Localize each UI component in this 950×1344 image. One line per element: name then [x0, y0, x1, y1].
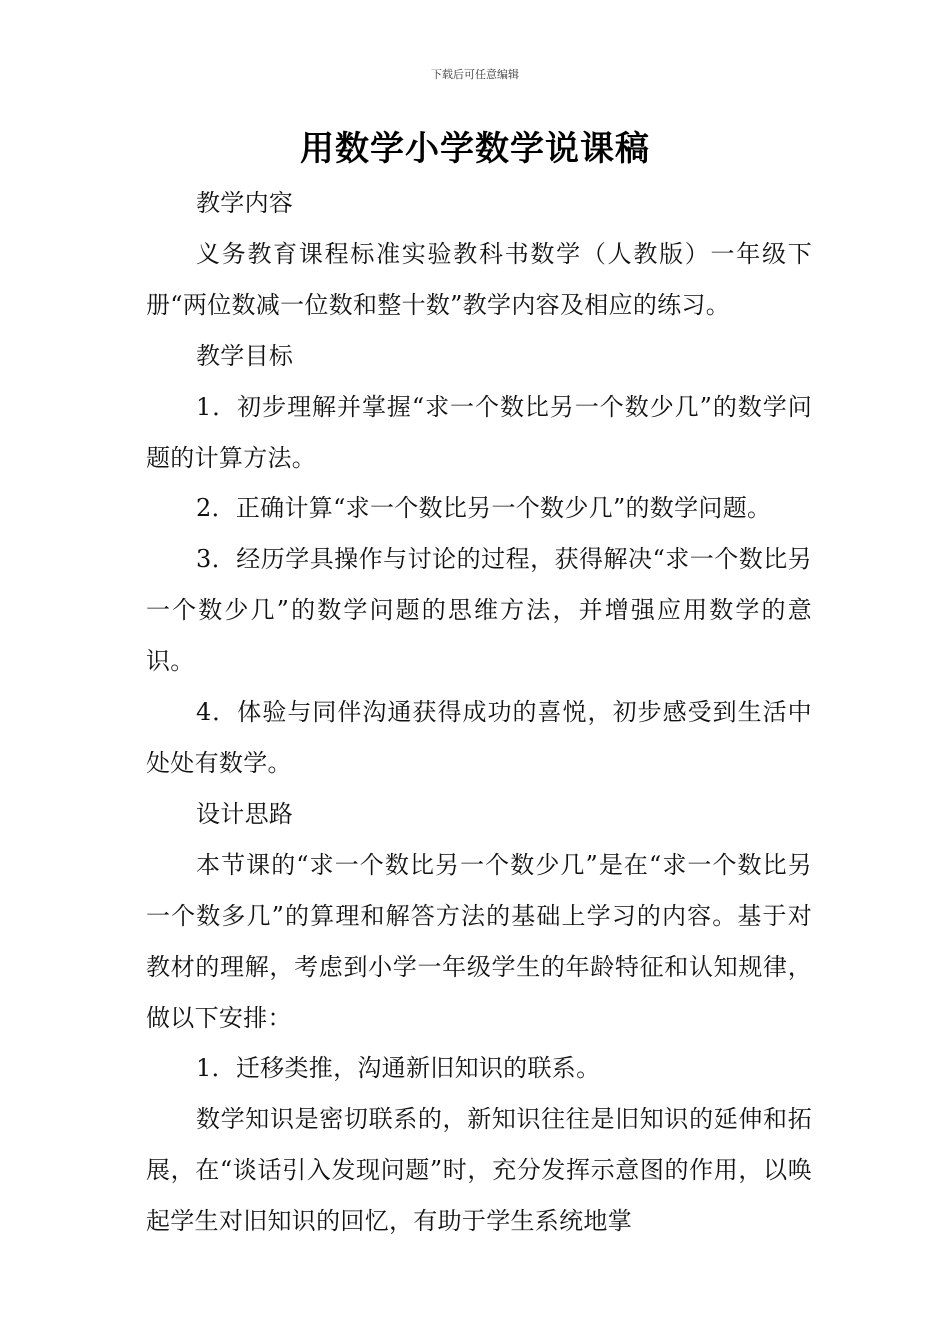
section-heading-content: 教学内容 [196, 189, 294, 217]
paragraph-knowledge: 数学知识是密切联系的，新知识往往是旧知识的延伸和拓展，在“谈话引入发现问题”时，充分发挥示意图的作用，以唤起学生对旧知识的回忆，有助于学生系统地掌 [146, 1105, 812, 1236]
design-item-1: 1．迁移类推，沟通新旧知识的联系。 [196, 1054, 601, 1083]
section-heading-goals: 教学目标 [196, 341, 294, 370]
header-note: 下载后可任意编辑 [431, 68, 519, 81]
goal-item-1: 1．初步理解并掌握“求一个数比另一个数少几”的数学问题的计算方法。 [146, 392, 812, 472]
document-title: 用数学小学数学说课稿 [300, 129, 650, 169]
goal-item-2: 2．正确计算“求一个数比另一个数少几”的数学问题。 [196, 494, 772, 523]
document-body [146, 178, 812, 1247]
paragraph-content: 义务教育课程标准实验教科书数学（人教版）一年级下册“两位数减一位数和整十数”教学内容及相应的练习。 [146, 239, 812, 319]
goal-item-4: 4．体验与同伴沟通获得成功的喜悦，初步感受到生活中处处有数学。 [146, 698, 812, 777]
goal-item-3: 3．经历学具操作与讨论的过程，获得解决“求一个数比另一个数少几”的数学问题的思维方法，并增强应用数学的意识。 [146, 545, 812, 676]
section-heading-design: 设计思路 [196, 799, 294, 828]
paragraph-design: 本节课的“求一个数比另一个数少几”是在“求一个数比另一个数多几”的算理和解答方法的基础上学习的内容。基于对教材的理解，考虑到小学一年级学生的年龄特征和认知规律，做以下安排： [146, 850, 812, 1032]
